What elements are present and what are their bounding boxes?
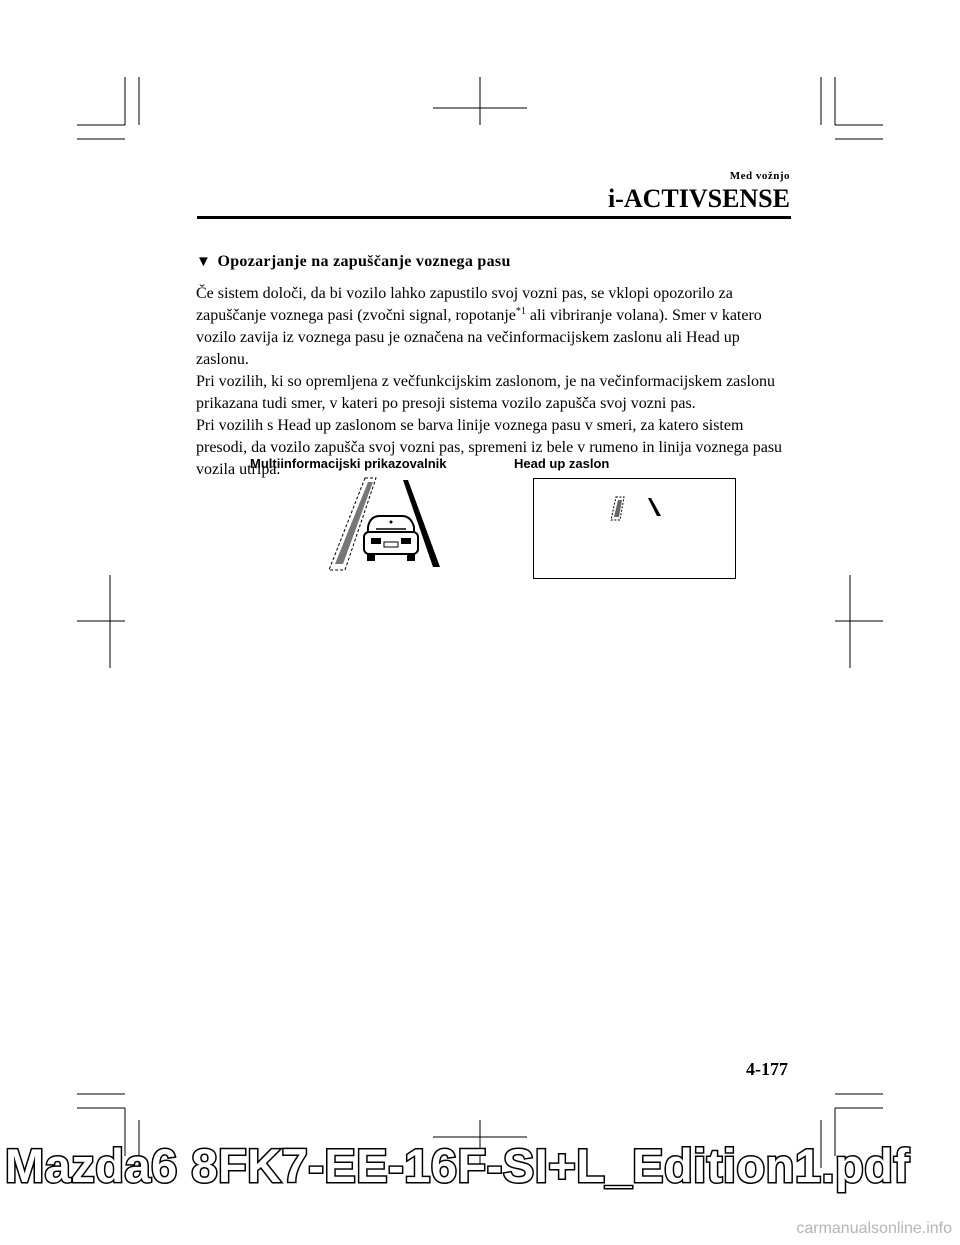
watermark: carmanualsonline.info [796,1220,952,1237]
hud-lane-icon [533,478,737,580]
lane-departure-car-icon [320,472,450,577]
page-number: 4-177 [746,1059,788,1079]
header-divider [197,216,791,219]
section-title: i-ACTIVSENSE [607,184,790,213]
subsection-heading [196,253,511,271]
paragraph-2: Pri vozilih, ki so opremljena z večfunkcijskim zaslonom, je na večinformacijskem zaslonu prikazana tudi smer, v kateri po presoji sistema vozilo zapušča svoj vozni pas. [196,373,775,412]
chapter-label: Med vožnjo [729,170,790,182]
paragraph-3: Pri vozilih s Head up zaslonom se barva linije voznega pasu v smeri, za katero sistem presodi, da vozilo zapušča svoj vozni pas, spremeni iz bele v rumeno in linija voznega pasu vozila utripa. [196,417,783,478]
footer-filename: Mazda6 8FK7-EE-16F-SI+L_Edition1.pdf [5,1139,910,1192]
footnote-ref: *1 [515,306,526,317]
triangle-marker-icon: ▼ [196,254,212,270]
paragraph-1: Če sistem določi, da bi vozilo lahko zapustilo svoj vozni pas, se vklopi opozorilo za zapuščanje voznega pasi (zvočni signal, ropotanje$^{*1}$ ali vibriranje volana). Smer v katero vozilo zavija iz voznega pasu je označena na večinformacijskem zaslonu ali Head up zaslonu. [196,285,762,368]
hud-label: Head up zaslon [514,456,610,471]
multi-display-label: Multiinformacijski prikazovalnik [250,456,447,471]
subsection-heading-text: Opozarjanje na zapuščanje voznega pasu [217,253,511,270]
body-text [196,283,790,481]
